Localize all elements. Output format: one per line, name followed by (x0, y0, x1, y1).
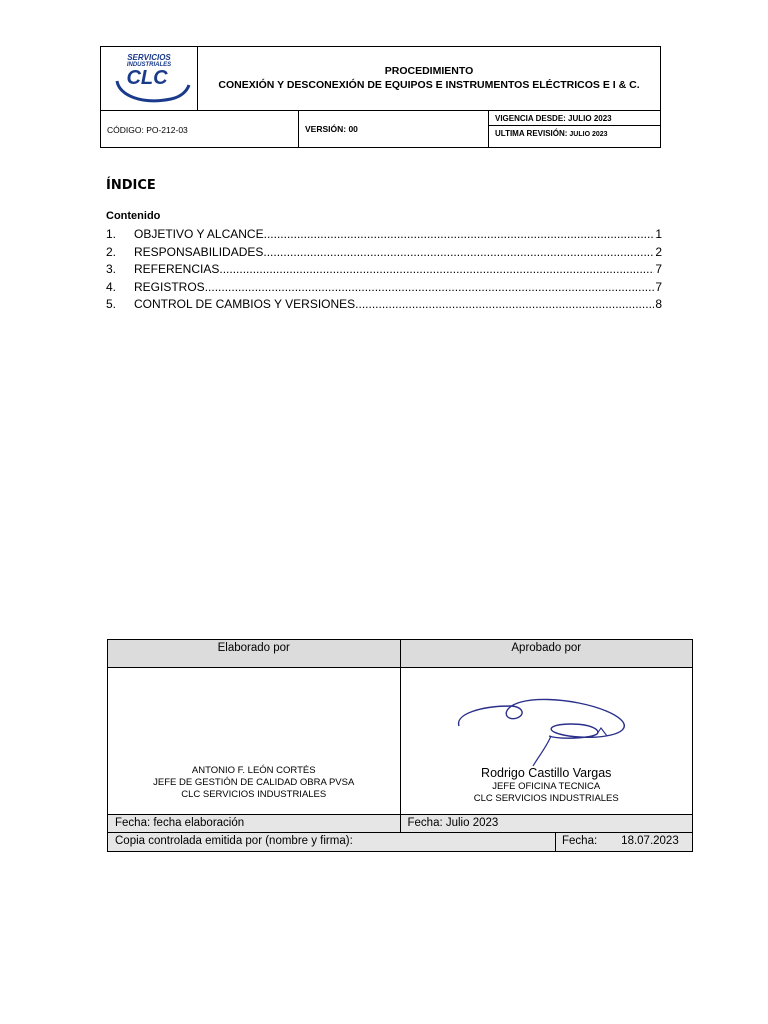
approved-role: JEFE OFICINA TECNICA (492, 781, 601, 792)
approved-by-header: Aprobado por (511, 642, 582, 654)
last-revision-label: ULTIMA REVISIÓN: (495, 129, 568, 138)
contents-label: Contenido (106, 210, 161, 222)
approved-name: Rodrigo Castillo Vargas (481, 766, 612, 780)
prepared-company: CLC SERVICIOS INDUSTRIALES (181, 789, 327, 800)
logo-mark: CLC (126, 67, 168, 89)
logo-line1: SERVICIOS (127, 53, 171, 62)
approved-company: CLC SERVICIOS INDUSTRIALES (473, 793, 619, 804)
toc-item[interactable]: 3. REFERENCIAS ..... 7 (106, 261, 662, 279)
doc-title: CONEXIÓN Y DESCONEXIÓN DE EQUIPOS E INSTRUMENTOS ELÉCTRICOS E I & C. (218, 79, 640, 91)
last-revision (489, 126, 660, 138)
approved-date: Fecha: Julio 2023 (407, 817, 499, 829)
index-heading: ÍNDICE (106, 178, 156, 193)
prepared-by-header: Elaborado por (108, 640, 401, 667)
handwritten-signature (451, 688, 641, 768)
controlled-copy: Copia controlada emitida por (nombre y firma): (108, 833, 556, 851)
title-cell (198, 47, 660, 110)
company-logo (101, 47, 198, 110)
prepared-role: JEFE DE GESTIÓN DE CALIDAD OBRA PVSA (153, 777, 355, 788)
prepared-by-cell (108, 668, 401, 814)
doc-version: VERSIÓN: 00 (299, 111, 489, 147)
approved-by-cell (401, 668, 693, 814)
logo-line2: INDUSTRIALES (126, 62, 172, 68)
doc-code: CÓDIGO: PO-212-03 (101, 111, 299, 147)
copy-date (556, 833, 692, 851)
valid-from: VIGENCIA DESDE: JULIO 2023 (489, 111, 660, 126)
toc-item[interactable]: 1. OBJETIVO Y ALCANCE ..... 1 (106, 226, 662, 244)
signature-table (107, 639, 693, 852)
document-header (100, 46, 661, 148)
prepared-date: Fecha: fecha elaboración (108, 815, 401, 832)
copy-date-value: 18.07.2023 (621, 835, 679, 847)
prepared-name: ANTONIO F. LEÓN CORTÉS (191, 765, 316, 776)
toc-item[interactable]: 4. REGISTROS ..... 7 (106, 279, 662, 297)
copy-date-label: Fecha: (562, 835, 598, 847)
toc-item[interactable]: 5. CONTROL DE CAMBIOS Y VERSIONES ..... 8 (106, 296, 662, 314)
toc-item[interactable]: 2. RESPONSABILIDADES ..... 2 (106, 244, 662, 262)
last-revision-value: JULIO 2023 (567, 131, 608, 138)
table-of-contents (106, 226, 662, 314)
doc-type: PROCEDIMIENTO (384, 65, 474, 77)
